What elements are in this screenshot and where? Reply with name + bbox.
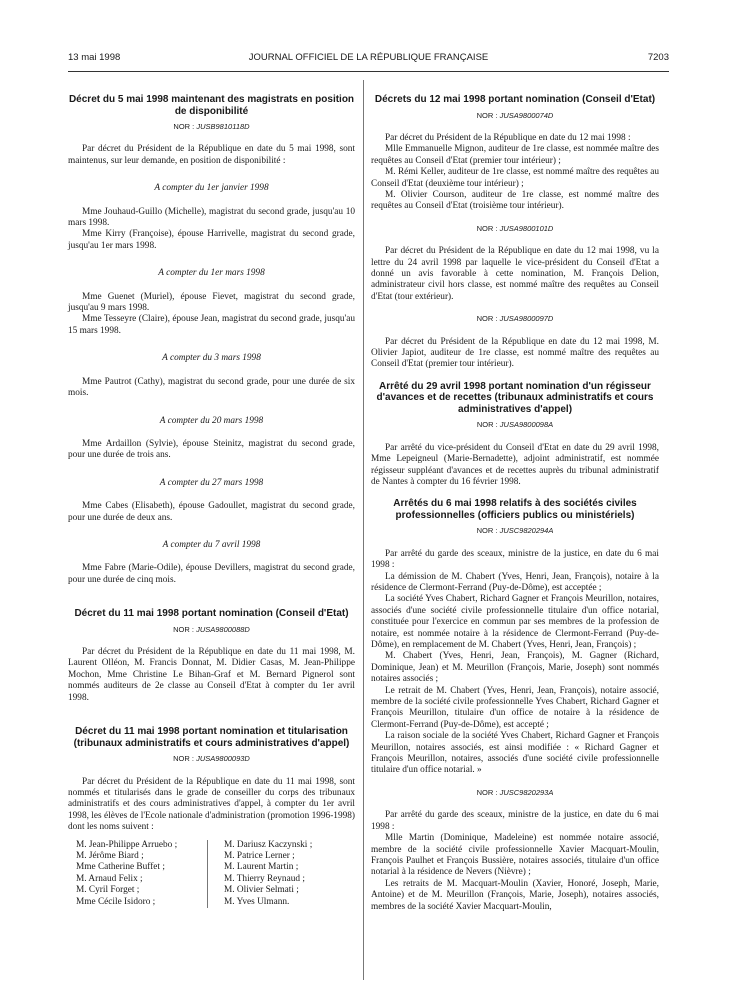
paragraph: Le retrait de M. Chabert (Yves, Henri, Jean, François), notaire associé, membre de la société civile professionnelle Yves Chabert, Richard Gagner et François Meurillon, titulaire d'un office de notaire à la résidence de Clermont-Ferrand (Puy-de-Dôme), est accepté ; xyxy=(371,685,659,730)
paragraph: M. Olivier Courson, auditeur de 1re classe, est nommé maître des requêtes au Conseil d'Etat (troisième tour intérieur). xyxy=(371,189,659,212)
nor-reference: NOR : JUSA9800093D xyxy=(173,754,250,764)
section-heading: A compter du 1er mars 1998 xyxy=(158,268,265,279)
right-column xyxy=(371,94,659,913)
list-item: M. Patrice Lerner ; xyxy=(224,850,295,861)
list-item: M. Yves Ulmann. xyxy=(224,896,290,907)
paragraph: Mlle Emmanuelle Mignon, auditeur de 1re classe, est nommée maître des requêtes au Conseil d'Etat (premier tour intérieur) ; xyxy=(371,144,659,166)
list-item: Mme Cécile Isidoro ; xyxy=(76,896,156,907)
section-heading: A compter du 7 avril 1998 xyxy=(162,539,261,550)
page-header xyxy=(68,52,669,68)
paragraph: Mme Ardaillon (Sylvie), épouse Steinitz, magistrat du second grade, pour une durée de trois ans. xyxy=(68,438,355,461)
nor-reference: NOR : JUSA9800088D xyxy=(173,624,250,634)
header-page-number: 7203 xyxy=(647,52,669,63)
paragraph: M. Chabert (Yves, Henri, Jean, François), M. Gagner (Richard, Dominique, Jean) et M. Meurillon (François, Marie, Joseph) sont nommés notaires associés ; xyxy=(371,651,659,685)
list-item: M. Olivier Selmati ; xyxy=(224,885,299,896)
decree-title: Arrêtés du 6 mai 1998 relatifs à des sociétés civiles professionnelles (officiers publics ou ministériels) xyxy=(393,498,637,521)
paragraph: La démission de M. Chabert (Yves, Henri, Jean, François), notaire à la résidence de Clermont-Ferrand (Puy-de-Dôme), est acceptée ; xyxy=(371,571,659,593)
left-column xyxy=(68,94,355,908)
paragraph: Par arrêté du vice-président du Conseil d'Etat en date du 29 avril 1998, Mme Lepeigneul (Marie-Bernadette), adjoint administratif, est nommée régisseur suppléant d'avances et de recettes auprès du tribunal administratif de Nantes à compter du 16 février 1998. xyxy=(371,442,659,487)
list-item: Mme Catherine Buffet ; xyxy=(76,862,165,873)
decree-intro: Par décret du Président de la République en date du 5 mai 1998, sont maintenus, sur leur demande, en position de disponibilité : xyxy=(68,144,355,166)
paragraph: Par décret du Président de la République en date du 12 mai 1998, vu la lettre du 24 avril 1998 par laquelle le vice-président du Conseil d'Etat a donné un avis favorable à cette nomination, M. François Delion, administrateur civil hors classe, est nommé maître des requêtes au Conseil d'Etat (tour extérieur). xyxy=(371,246,659,302)
paragraph: Par décret du Président de la République en date du 11 mai 1998, M. Laurent Olléon, M. Francis Donnat, M. Didier Casas, M. Jean-Philippe Mochon, Mme Christine Le Bihan-Graf et M. Bernard Pignerol sont nommés auditeurs de 2e classe au Conseil d'Etat à compter du 1er avril 1998. xyxy=(68,647,355,703)
list-item: M. Dariusz Kaczynski ; xyxy=(224,839,313,850)
section-heading: A compter du 1er janvier 1998 xyxy=(154,183,269,194)
paragraph: La raison sociale de la société Yves Chabert, Richard Gagner et François Meurillon, notaires associés, est ainsi modifiée : « Richard Gagner et François Meurillon, notaires, associés d'une société civile professionnelle titulaire d'un office notarial. » xyxy=(371,731,659,776)
paragraph: Par décret du Président de la République en date du 12 mai 1998, M. Olivier Japiot, auditeur de 1re classe, est nommé maître des requêtes au Conseil d'Etat (premier tour intérieur). xyxy=(371,336,659,370)
names-column-a xyxy=(68,840,207,908)
decree-title: Décrets du 12 mai 1998 portant nomination (Conseil d'Etat) xyxy=(374,94,656,105)
paragraph: Les retraits de M. Macquart-Moulin (Xavier, Honoré, Joseph, Marie, Antoine) et de M. Meurillon (François, Marie, Joseph), notaires associés, membres de la société Xavier Macquart-Moulin, xyxy=(371,878,659,912)
names-list xyxy=(68,840,355,908)
section-heading: A compter du 27 mars 1998 xyxy=(159,477,264,488)
paragraph: Par décret du Président de la République en date du 11 mai 1998, sont nommés et titularisés dans le grade de conseiller du corps des tribunaux administratifs et des cours administratives d'appel, à compter du 1er avril 1998, les élèves de l'Ecole nationale d'administration (promotion 1996-1998) dont les noms suivent : xyxy=(68,776,355,833)
header-journal-title: JOURNAL OFFICIEL DE LA RÉPUBLIQUE FRANÇAISE xyxy=(248,52,489,63)
header-rule xyxy=(68,71,669,72)
nor-reference: NOR : JUSA9800098A xyxy=(476,420,554,430)
list-item: M. Cyril Forget ; xyxy=(76,885,140,896)
paragraph: Par arrêté du garde des sceaux, ministre de la justice, en date du 6 mai 1998 : xyxy=(371,548,659,571)
decree-title: Décret du 11 mai 1998 portant nomination (Conseil d'Etat) xyxy=(74,608,349,620)
paragraph: Mme Pautrot (Cathy), magistrat du second grade, pour une durée de six mois. xyxy=(68,376,355,399)
nor-reference: NOR : JUSC9820293A xyxy=(476,787,554,797)
nor-reference: NOR : JUSC9820294A xyxy=(476,526,554,536)
column-divider xyxy=(363,80,364,980)
decree-title: Décret du 5 mai 1998 maintenant des magistrats en position de disponibilité xyxy=(68,94,355,117)
section-heading: A compter du 3 mars 1998 xyxy=(162,353,261,364)
paragraph: Mme Guenet (Muriel), épouse Fievet, magistrat du second grade, jusqu'au 9 mars 1998. xyxy=(68,291,355,314)
decree-title: Décret du 11 mai 1998 portant nomination et titularisation (tribunaux administratifs et cours administratives d'appel) xyxy=(73,726,350,749)
names-column-b xyxy=(207,840,355,908)
paragraph: M. Rémi Keller, auditeur de 1re classe, est nommé maître des requêtes au Conseil d'Etat (deuxième tour intérieur) ; xyxy=(371,167,659,189)
list-item: M. Jérôme Biard ; xyxy=(76,850,144,861)
paragraph: Par décret du Président de la République en date du 12 mai 1998 : xyxy=(385,132,631,143)
paragraph: Par arrêté du garde des sceaux, ministre de la justice, en date du 6 mai 1998 : xyxy=(371,810,659,832)
paragraph: Mlle Martin (Dominique, Madeleine) est nommée notaire associé, membre de la société civile professionnelle Xavier Macquart-Moulin, François Paulhet et François Bussière, notaires associés, titulaire d'un office notarial à la résidence de Nevers (Nièvre) ; xyxy=(371,833,659,878)
paragraph: Mme Tesseyre (Claire), épouse Jean, magistrat du second grade, jusqu'au 15 mars 1998. xyxy=(68,314,355,336)
list-item: M. Jean-Philippe Arruebo ; xyxy=(76,839,178,850)
nor-reference: NOR : JUSA9800074D xyxy=(476,110,554,120)
list-item: M. Laurent Martin ; xyxy=(224,862,299,873)
list-item: M. Thierry Reynaud ; xyxy=(224,873,305,884)
nor-reference: NOR : JUSA9800097D xyxy=(476,314,554,324)
section-heading: A compter du 20 mars 1998 xyxy=(159,415,264,426)
paragraph: Mme Jouhaud-Guillo (Michelle), magistrat du second grade, jusqu'au 10 mars 1998. xyxy=(68,206,355,229)
nor-reference: NOR : JUSB9810118D xyxy=(173,122,250,131)
list-item: M. Arnaud Felix ; xyxy=(76,873,143,884)
nor-reference: NOR : JUSA9800101D xyxy=(476,223,554,233)
paragraph: La société Yves Chabert, Richard Gagner et François Meurillon, notaires, associés d'une société civile professionnelle titulaire d'un office notarial, constituée pour l'exercice en commun par ses membres de la profession de notaire, est nommée notaire à la résidence de Clermont-Ferrand (Puy-de-Dôme), en remplacement de M. Chabert (Yves, Henri, Jean, François) ; xyxy=(371,594,659,650)
header-date: 13 mai 1998 xyxy=(68,52,121,63)
paragraph: Mme Fabre (Marie-Odile), épouse Devillers, magistrat du second grade, pour une durée de cinq mois. xyxy=(68,563,355,585)
decree-title: Arrêté du 29 avril 1998 portant nomination d'un régisseur d'avances et de recettes (tribunaux administratifs et cours administratives d'appel) xyxy=(376,380,654,415)
paragraph: Mme Cabes (Elisabeth), épouse Gadoullet, magistrat du second grade, pour une durée de deux ans. xyxy=(68,501,355,523)
paragraph: Mme Kirry (Françoise), épouse Harrivelle, magistrat du second grade, jusqu'au 1er mars 1998. xyxy=(68,229,355,251)
